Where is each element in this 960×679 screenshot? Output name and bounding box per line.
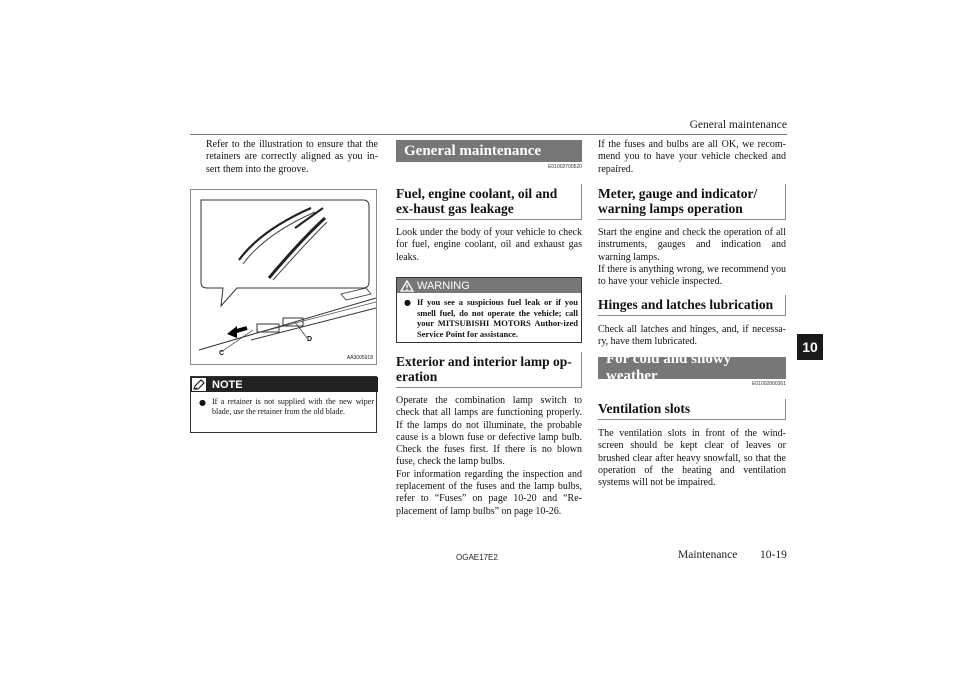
section-code-cold-weather: E01002800361 xyxy=(752,381,786,387)
heading-hinges-latches: Hinges and latches lubrication xyxy=(598,295,786,316)
bullet-icon: ● xyxy=(404,298,411,307)
warning-box xyxy=(396,277,582,343)
note-item xyxy=(199,397,374,417)
warning-header xyxy=(397,278,581,293)
paragraph-fuel xyxy=(396,227,582,264)
chapter-tab: 10 xyxy=(797,334,823,360)
lamp-text: Operate the combination lamp switch to check that all lamps are functioning properly. If the lamps do not illuminate, the probable cause is a blown fuse or defective lamp bulb. Check the fuses first. If there is no blown fuse, check the lamp bulbs. xyxy=(396,395,582,468)
meter-text-2: If there is anything wrong, we recommend you to have your vehicle inspected. xyxy=(598,263,786,288)
meter-text: Start the engine and check the operation of all instruments, gauges and indication and warning lamps. xyxy=(598,227,786,263)
document-code: OGAE17E2 xyxy=(456,553,498,562)
intro-text: Refer to the illustration to ensure that the retainers are correctly aligned as you in-sert them into the groove. xyxy=(206,139,378,175)
hinges-text: Check all latches and hinges, and, if necessa-ry, have them lubricated. xyxy=(598,324,786,348)
paragraph-lamp xyxy=(396,395,582,518)
paragraph-hinges xyxy=(598,324,786,349)
heading-meter-gauge: Meter, gauge and indicator/ warning lamps operation xyxy=(598,184,786,220)
figure-label-d: D xyxy=(307,336,313,343)
wiper-retainer-illustration xyxy=(190,189,377,365)
heading-ventilation-slots: Ventilation slots xyxy=(598,399,786,420)
lamp-text-2: For information regarding the inspection and replacement of the fuses and the lamp bulbs, refer to “Fuses” on page 10-20 and “Re-placement of lamp bulbs” on page 10-26. xyxy=(396,468,582,517)
paragraph-ventilation xyxy=(598,428,786,489)
note-label: NOTE xyxy=(212,378,243,391)
running-header-title: General maintenance xyxy=(689,119,787,131)
intro-paragraph xyxy=(206,139,378,176)
note-box xyxy=(190,376,377,433)
heading-fuel-leakage: Fuel, engine coolant, oil and ex-haust gas leakage xyxy=(396,184,582,220)
note-text: If a retainer is not supplied with the new wiper blade, use the retainer from the old blade. xyxy=(211,397,374,416)
warning-triangle-icon xyxy=(400,280,414,292)
page-number: 10-19 xyxy=(760,549,787,561)
warning-item xyxy=(404,297,578,339)
note-header xyxy=(191,377,378,392)
wiper-illustration-drawing xyxy=(191,190,376,364)
warning-label: WARNING xyxy=(417,279,470,292)
note-pencil-icon xyxy=(192,378,206,391)
section-title-cold-snowy-weather: For cold and snowy weather xyxy=(598,357,786,379)
header-rule xyxy=(190,134,787,135)
ventilation-text: The ventilation slots in front of the wind-screen should be kept clear of leaves or brushed clear after heavy snowfall, so that the operation of the heating and ventilation systems will not be impaired. xyxy=(598,428,786,489)
fuses-ok-text: If the fuses and bulbs are all OK, we recom-mend you to have your vehicle checked and repaired. xyxy=(598,139,786,175)
figure-label-c: C xyxy=(219,350,225,357)
heading-lamp-operation: Exterior and interior lamp op-eration xyxy=(396,352,582,388)
figure-code: AA3005918 xyxy=(346,355,373,361)
bullet-icon: ● xyxy=(199,398,206,407)
section-code: E01002700520 xyxy=(548,164,582,170)
section-title-general-maintenance: General maintenance xyxy=(396,140,582,162)
paragraph-fuses-ok xyxy=(598,139,786,176)
warning-text: If you see a suspicious fuel leak or if you smell fuel, do not operate the vehicle; call your MITSUBISHI MOTORS Author-ized Service Point for assistance. xyxy=(416,297,578,339)
footer-section-name: Maintenance xyxy=(678,549,738,561)
paragraph-meter xyxy=(598,227,786,288)
fuel-text: Look under the body of your vehicle to check for fuel, engine coolant, oil and exhaust gas leaks. xyxy=(396,227,582,263)
